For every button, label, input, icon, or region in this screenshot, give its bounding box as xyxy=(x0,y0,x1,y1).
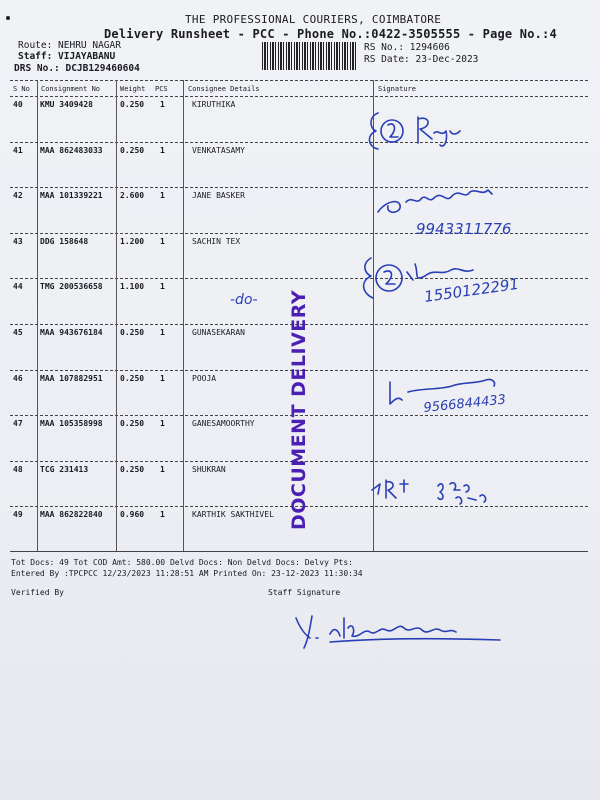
cell-sno: 48 xyxy=(13,464,23,474)
runsheet-title: Delivery Runsheet - PCC - Phone No.:0422-3505555 - Page No.:4 xyxy=(104,27,557,41)
cell-pcs: 1 xyxy=(160,464,165,474)
verified-by-label: Verified By xyxy=(11,588,64,597)
staff-signature-handwriting xyxy=(290,608,510,654)
svg-text:-do-: -do- xyxy=(230,292,258,308)
cell-pcs: 1 xyxy=(160,373,165,383)
punch-dot xyxy=(6,16,10,20)
cell-sno: 42 xyxy=(13,191,23,201)
rs-number: RS No.: 1294606 xyxy=(364,42,450,53)
signature-row-46 xyxy=(382,370,532,420)
cell-consignment: MAA 105358998 xyxy=(40,419,103,429)
cell-consignee: KIRUTHIKA xyxy=(192,100,236,109)
cell-weight: 1.100 xyxy=(120,282,145,292)
company-name: THE PROFESSIONAL COURIERS, COIMBATORE xyxy=(185,13,442,26)
cell-pcs: 1 xyxy=(160,282,165,292)
cell-consignee: SHUKRAN xyxy=(192,464,226,474)
signature-row-42 xyxy=(372,178,522,240)
cell-consignee: KARTHIK SAKTHIVEL xyxy=(192,510,274,520)
cell-pcs: 1 xyxy=(160,510,165,520)
cell-sno: 46 xyxy=(13,373,23,383)
phone-number-row-46: 9566844433 xyxy=(422,392,507,416)
cell-consignee: POOJA xyxy=(192,373,217,383)
cell-pcs: 1 xyxy=(160,419,165,429)
cell-consignment: MAA 101339221 xyxy=(40,191,103,201)
cell-pcs: 1 xyxy=(160,328,165,337)
col-header-details: Consignee Details xyxy=(188,85,260,93)
cell-consignment: TMG 200536658 xyxy=(40,282,103,292)
ditto-mark-row-44 xyxy=(228,288,288,310)
cell-consignee: JANE BASKER xyxy=(192,191,245,201)
cell-sno: 44 xyxy=(13,282,23,292)
col-header-weight: Weight xyxy=(120,85,146,93)
cell-sno: 41 xyxy=(13,145,23,155)
cell-weight: 0.250 xyxy=(120,328,145,337)
stamp-text: DOCUMENT DELIVERY xyxy=(288,289,310,530)
cell-consignment: MAA 107882951 xyxy=(40,373,103,383)
cell-pcs: 1 xyxy=(160,236,165,246)
cell-weight: 1.200 xyxy=(120,236,145,246)
cell-pcs: 1 xyxy=(160,191,165,201)
cell-sno: 45 xyxy=(13,328,23,337)
column-divider xyxy=(116,80,117,551)
column-divider xyxy=(37,80,38,551)
phone-number-row-42: 9943311776 xyxy=(416,220,512,238)
totals-line: Tot Docs: 49 Tot COD Amt: 580.00 Delvd Docs: Non Delvd Docs: Delvy Pts: xyxy=(11,558,353,567)
cell-pcs: 1 xyxy=(160,145,165,155)
cell-consignment: TCG 231413 xyxy=(40,464,89,474)
staff-signature-label: Staff Signature xyxy=(268,588,341,597)
cell-sno: 47 xyxy=(13,419,23,429)
col-header-signature: Signature xyxy=(378,85,416,93)
cell-weight: 2.600 xyxy=(120,191,145,201)
table-bottom-rule xyxy=(10,551,588,552)
document-delivery-stamp xyxy=(283,289,323,532)
cell-weight: 0.250 xyxy=(120,419,145,429)
cell-consignee: GANESAMOORTHY xyxy=(192,419,255,429)
signature-row-48 xyxy=(368,470,508,510)
entered-printed-line: Entered By :TPCPCC 12/23/2023 11:28:51 AM Printed On: 23-12-2023 11:30:34 xyxy=(11,569,363,578)
cell-sno: 43 xyxy=(13,236,23,246)
cell-weight: 0.250 xyxy=(120,464,145,474)
cell-weight: 0.250 xyxy=(120,100,145,109)
column-divider xyxy=(183,80,184,551)
route-label: Route: NEHRU NAGAR xyxy=(18,40,121,51)
col-header-consignment: Consignment No xyxy=(41,85,101,93)
barcode-image xyxy=(262,42,358,70)
signature-row-40 xyxy=(360,105,480,155)
staff-label: Staff: VIJAYABANU xyxy=(18,51,116,62)
cell-consignee: VENKATASAMY xyxy=(192,145,245,155)
cell-weight: 0.250 xyxy=(120,145,145,155)
cell-sno: 40 xyxy=(13,100,23,109)
cell-consignment: MAA 862483033 xyxy=(40,145,103,155)
phone-number-row-43: 1550122291 xyxy=(423,274,521,306)
cell-consignment: MAA 862822840 xyxy=(40,510,103,520)
drs-number: DRS No.: DCJB129460604 xyxy=(14,63,140,74)
cell-weight: 0.250 xyxy=(120,373,145,383)
cell-consignee: SACHIN TEX xyxy=(192,236,241,246)
table-header-rule xyxy=(10,96,588,97)
cell-consignment: DDG 158648 xyxy=(40,236,89,246)
col-header-sno: S No xyxy=(13,85,30,93)
cell-consignment: MAA 943676184 xyxy=(40,328,103,337)
signature-row-43 xyxy=(355,250,535,312)
cell-weight: 0.960 xyxy=(120,510,145,520)
table-top-rule xyxy=(10,80,588,81)
row-separator xyxy=(10,142,588,143)
cell-consignee: GUNASEKARAN xyxy=(192,328,245,337)
cell-pcs: 1 xyxy=(160,100,165,109)
rs-date: RS Date: 23-Dec-2023 xyxy=(364,54,479,65)
cell-sno: 49 xyxy=(13,510,23,520)
cell-consignment: KMU 3409428 xyxy=(40,100,93,109)
col-header-pcs: PCS xyxy=(155,85,168,93)
